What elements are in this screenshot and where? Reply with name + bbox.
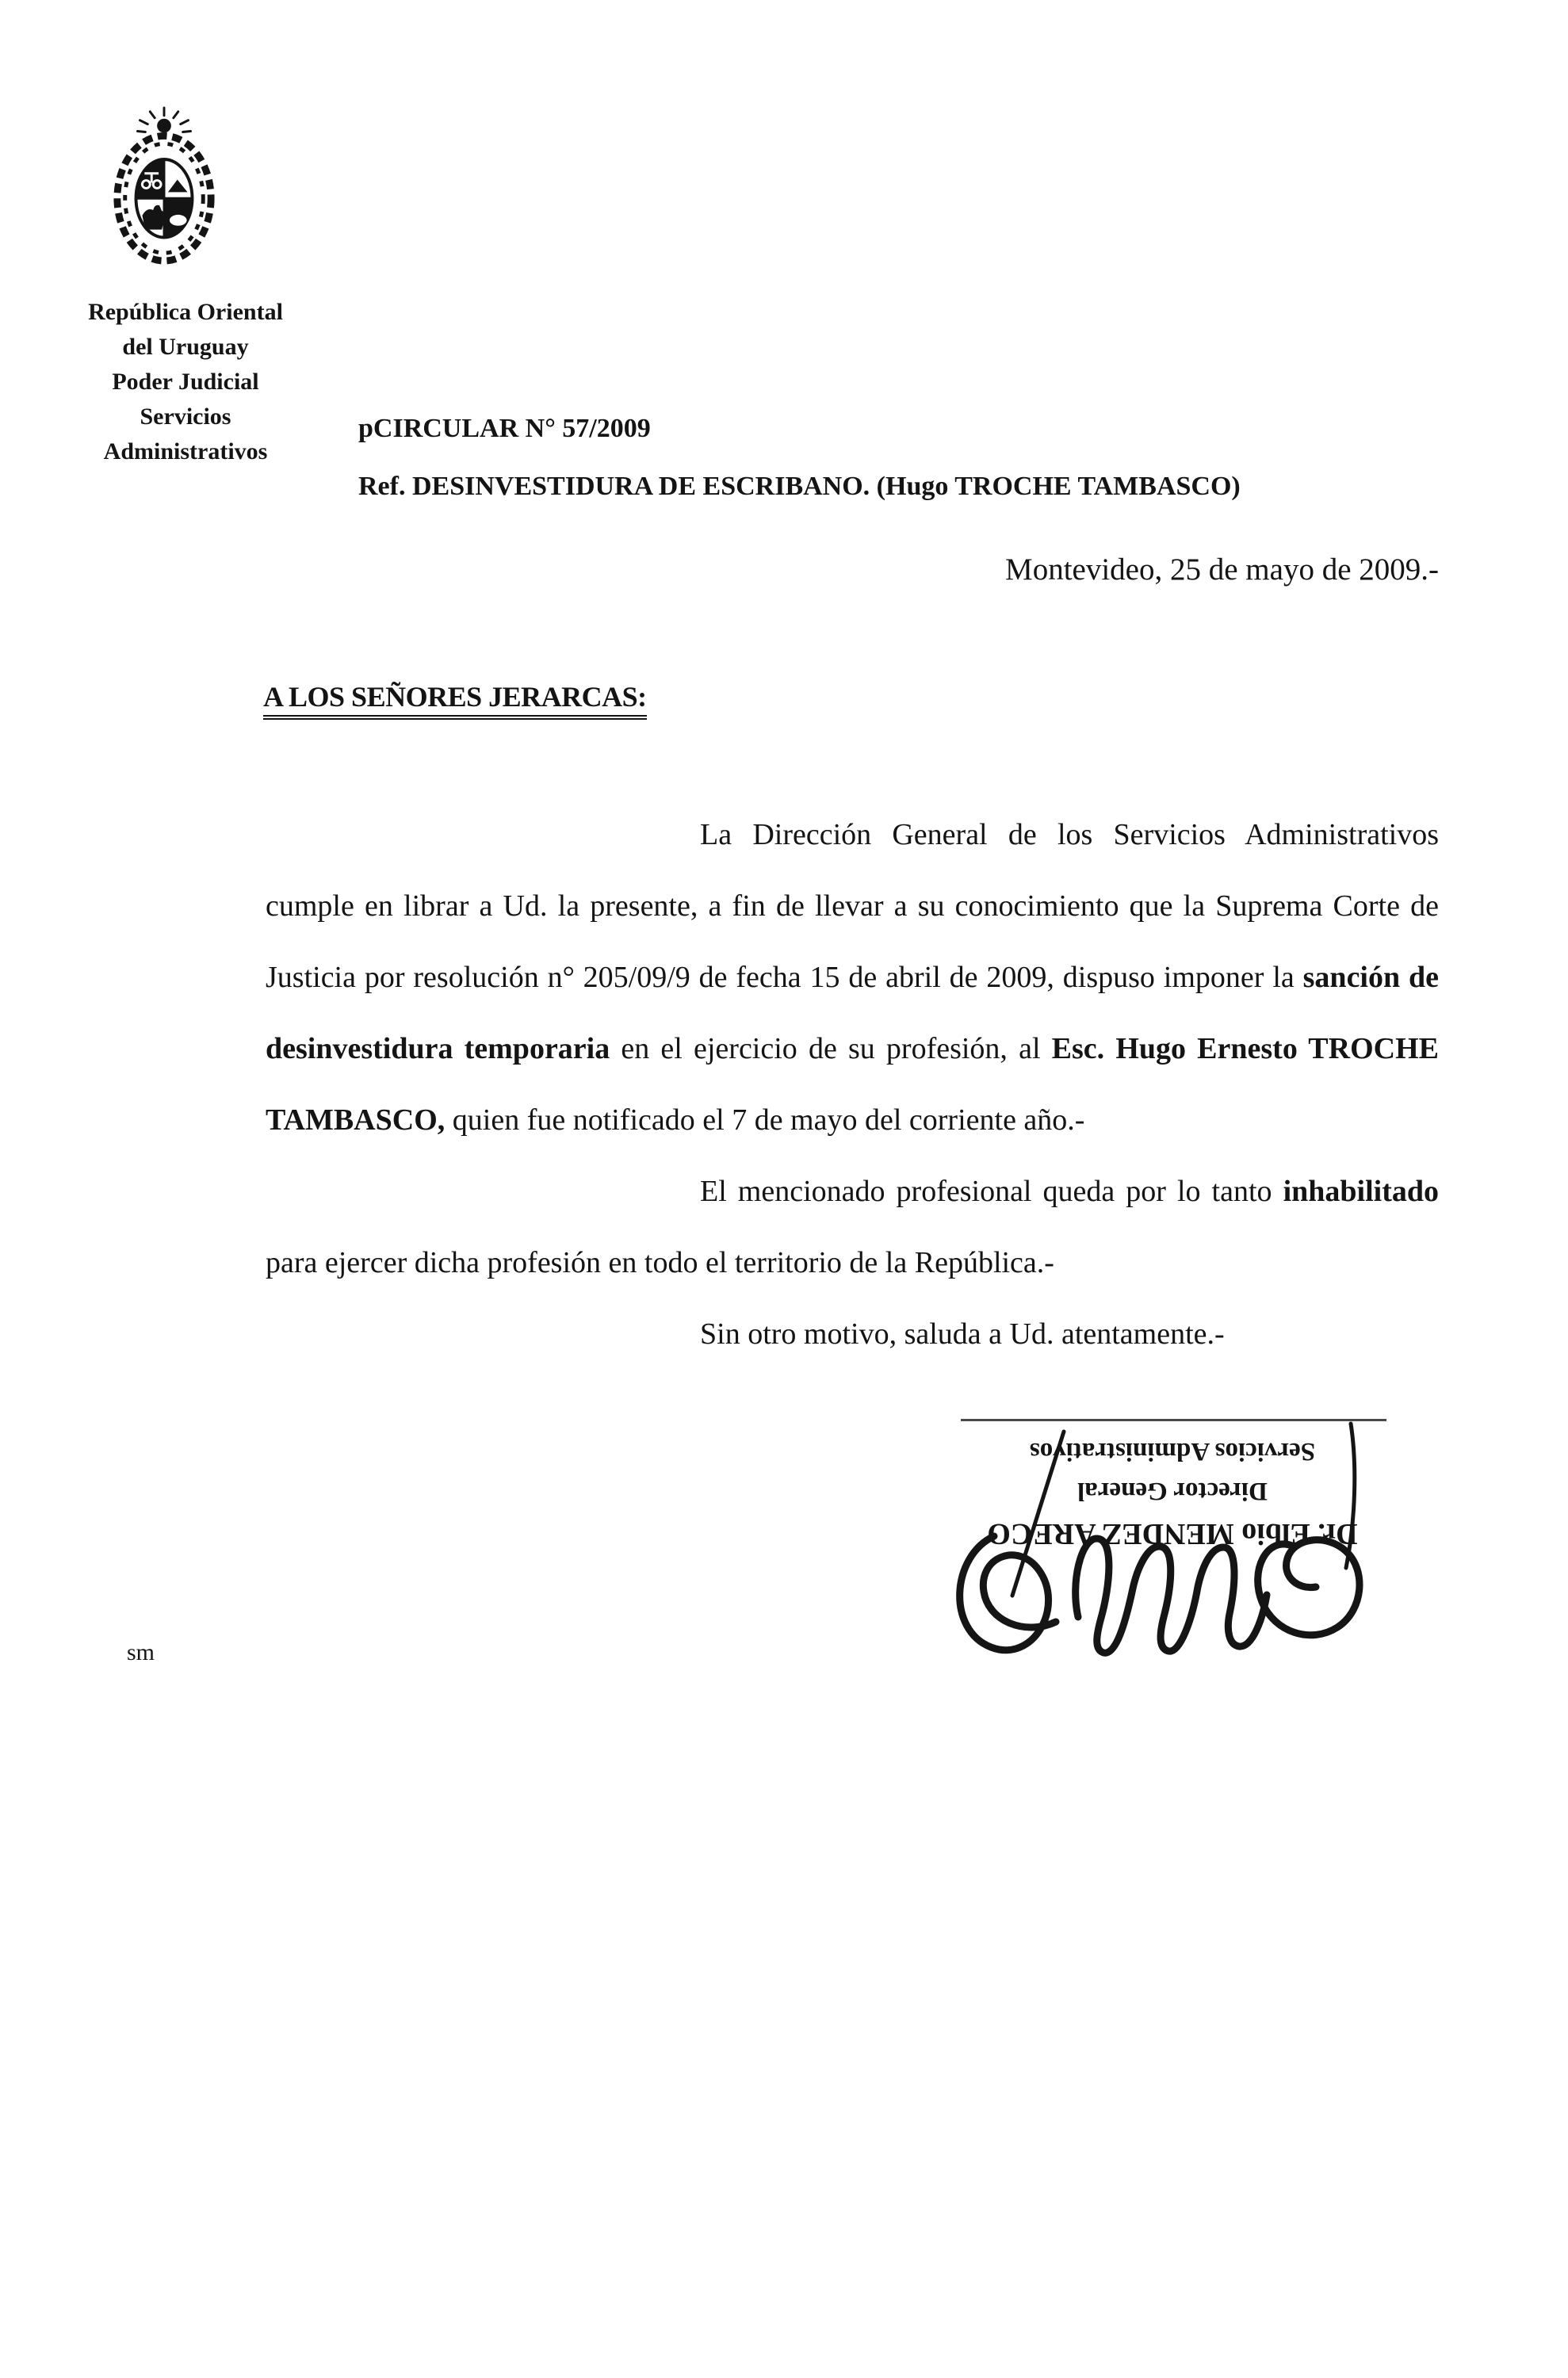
institution-line: República Oriental [88, 299, 283, 325]
paragraph-2 [266, 1156, 1439, 1298]
letter-body [266, 799, 1439, 1370]
sun-icon [137, 108, 190, 133]
institution-line: Servicios [140, 403, 231, 430]
signature-main-stroke [1076, 1539, 1267, 1653]
circular-number: pCIRCULAR N° 57/2009 [358, 414, 651, 443]
bold-notary-name: Esc. Hugo Ernesto TROCHE TAMBASCO, [266, 1032, 1439, 1137]
closing-line [266, 1298, 1439, 1370]
body-text-segment: quien fue notificado el 7 de mayo del corriente año.- [445, 1103, 1085, 1137]
signature-scrawl [945, 1417, 1421, 1679]
salutation [263, 680, 647, 720]
dateline: Montevideo, 25 de mayo de 2009.- [1005, 552, 1439, 587]
signature-main-stroke [1258, 1540, 1360, 1635]
body-text-segment: La Dirección General de los Servicios Administrativos cumple en librar a Ud. la presente, a fin de llevar a su conocimiento que la Suprema Corte de Justicia por resolución n° 205/09/9 de fecha 15 de abril de 2009, dispuso imponer la [266, 818, 1439, 994]
institution-line: del Uruguay [122, 334, 249, 360]
body-text-segment: en el ejercicio de su profesión, al [610, 1032, 1052, 1065]
institution-line: Poder Judicial [112, 369, 259, 395]
reference-line: Ref. DESINVESTIDURA DE ESCRIBANO. (Hugo TROCHE TAMBASCO) [358, 472, 1241, 501]
salutation-text: A LOS SEÑORES JERARCAS: [263, 680, 647, 720]
institution-name [46, 295, 325, 469]
institution-line: Administrativos [103, 438, 268, 465]
stamp-signer-name: Dr. Elbio MENDEZ ARECO [987, 1517, 1358, 1550]
bold-inhabilitado: inhabilitado [1283, 1175, 1439, 1208]
stamp-office: Servicios Administrativos [1029, 1437, 1316, 1466]
signature-main-stroke [960, 1536, 1056, 1650]
signature-stray-stroke [1346, 1424, 1355, 1568]
body-text-segment: para ejercer dicha profesión en todo el territorio de la República.- [266, 1246, 1054, 1279]
body-text-segment: El mencionado profesional queda por lo tanto [700, 1175, 1283, 1208]
paragraph-1 [266, 799, 1439, 1156]
stamp-title: Director General [1077, 1477, 1268, 1505]
bold-sanction-phrase: sanción de desinvestidura temporaria [266, 961, 1440, 1065]
coat-of-arms [105, 105, 223, 265]
shield [136, 159, 193, 238]
typist-initials: sm [127, 1639, 155, 1665]
circular-header [358, 400, 1241, 515]
body-text-segment: Sin otro motivo, saluda a Ud. atentamente.- [700, 1317, 1225, 1351]
